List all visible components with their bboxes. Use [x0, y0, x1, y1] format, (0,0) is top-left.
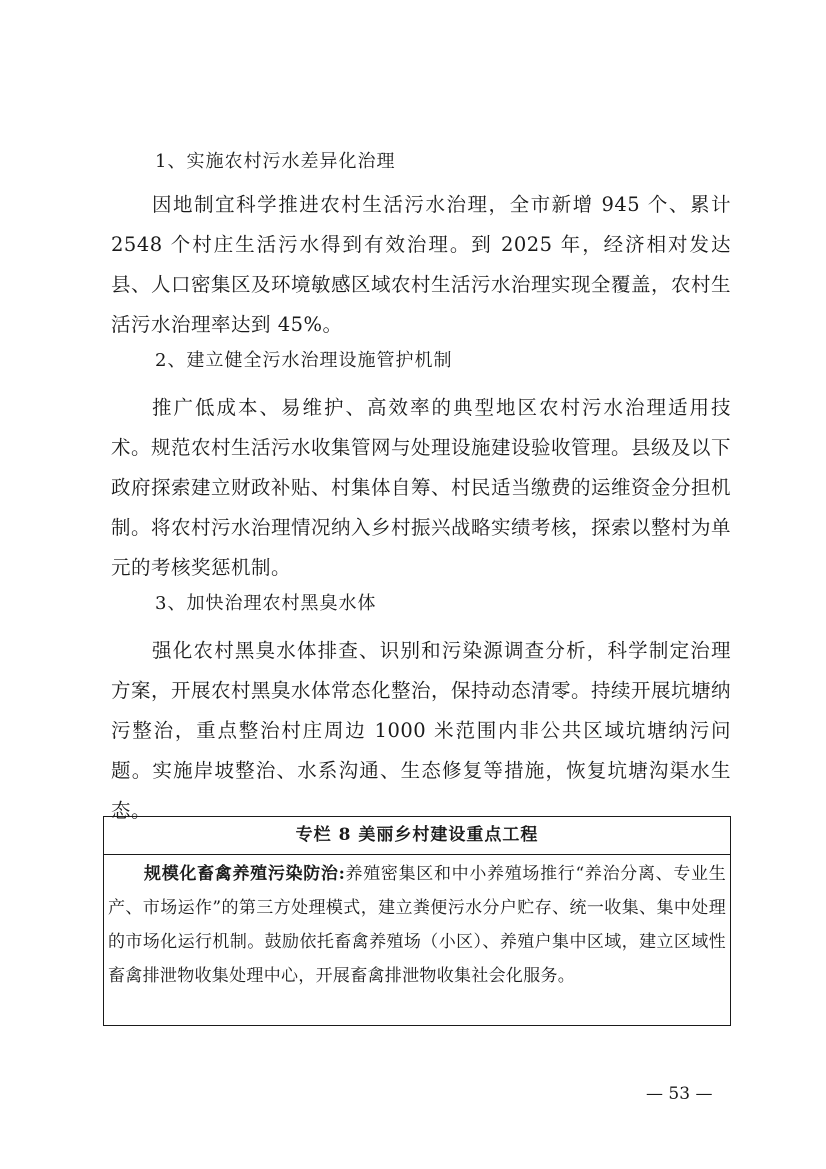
page-number: — 53 —	[646, 1084, 713, 1104]
section-heading-1: 1、实施农村污水差异化治理	[155, 151, 396, 172]
column-box-text: 养殖密集区和中小养殖场推行“养治分离、专业生产、市场运作”的第三方处理模式，建立粪便污水分户贮存、统一收集、集中处理的市场化运行机制。鼓励依托畜禽养殖场（小区）、养殖户集中区域，建立区域性畜禽排泄物收集处理中心，开展畜禽排泄物收集社会化服务。	[108, 864, 726, 986]
section-paragraph-2: 推广低成本、易维护、高效率的典型地区农村污水治理适用技术。规范农村生活污水收集管网与处理设施建设验收管理。县级及以下政府探索建立财政补贴、村集体自筹、村民适当缴费的运维资金分担机制。将农村污水治理情况纳入乡村振兴战略实绩考核，探索以整村为单元的考核奖惩机制。	[111, 396, 732, 579]
column-box-title: 专栏 8 美丽乡村建设重点工程	[104, 817, 730, 855]
section-heading-2: 2、建立健全污水治理设施管护机制	[155, 350, 453, 371]
column-box	[103, 816, 731, 1026]
section-heading-3: 3、加快治理农村黑臭水体	[155, 593, 377, 614]
section-paragraph-3: 强化农村黑臭水体排查、识别和污染源调查分析，科学制定治理方案，开展农村黑臭水体常态化整治，保持动态清零。持续开展坑塘纳污整治，重点整治村庄周边 1000 米范围内非公共区域坑塘纳污问题。实施岸坡整治、水系沟通、生态修复等措施，恢复坑塘沟渠水生态。	[111, 639, 732, 822]
column-box-body	[104, 855, 730, 993]
column-box-lead: 规模化畜禽养殖污染防治:	[144, 864, 346, 884]
document-body	[111, 150, 731, 835]
section-paragraph-1: 因地制宜科学推进农村生活污水治理，全市新增 945 个、累计 2548 个村庄生活污水得到有效治理。到 2025 年，经济相对发达县、人口密集区及环境敏感区域农村生活污水治理实现全覆盖，农村生活污水治理率达到 45%。	[111, 193, 732, 336]
